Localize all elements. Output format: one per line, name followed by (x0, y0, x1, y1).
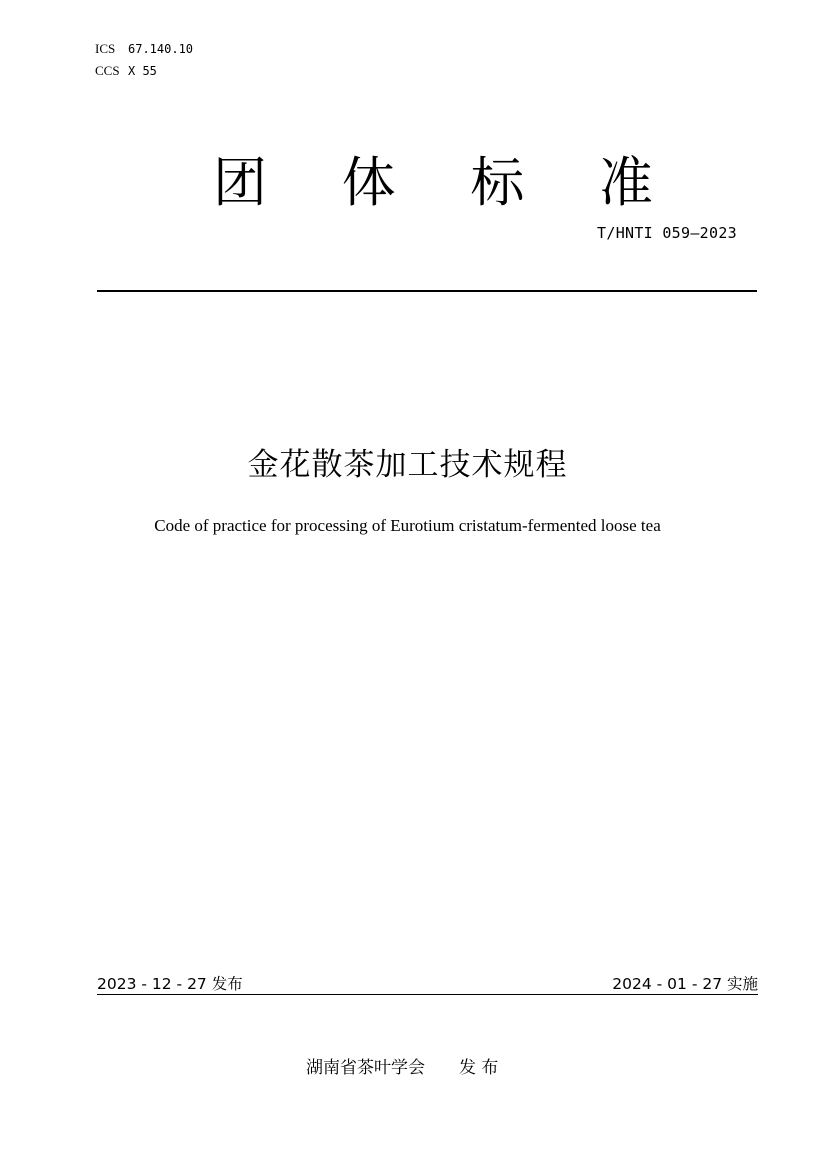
publisher-line (306, 1053, 498, 1078)
ics-label: ICS (95, 41, 116, 56)
standard-type-char: 团 (213, 151, 267, 214)
footer-divider (97, 994, 758, 995)
ccs-value: X 55 (128, 64, 157, 78)
issue-date: 2023 - 12 - 27 发布 (97, 975, 243, 993)
header-divider (97, 290, 757, 292)
ics-row (95, 38, 193, 60)
standard-type-heading (213, 148, 653, 218)
implementation-date: 2024 - 01 - 27 实施 (612, 975, 758, 993)
publisher-name: 湖南省茶叶学会 (306, 1058, 425, 1078)
ics-value: 67.140.10 (128, 42, 194, 56)
ccs-label: CCS (95, 63, 120, 78)
document-title-english: Code of practice for processing of Eurotium cristatum-fermented loose tea (154, 516, 661, 535)
classification-codes (95, 38, 193, 82)
standard-type-char: 标 (470, 151, 525, 214)
publisher-action: 发 布 (459, 1058, 499, 1078)
standard-type-char: 体 (341, 151, 396, 214)
ccs-row (95, 60, 193, 82)
document-title-chinese: 金花散茶加工技术规程 (247, 447, 568, 483)
standard-type-char: 准 (598, 151, 653, 214)
standard-number: T/HNTI 059—2023 (597, 224, 737, 242)
